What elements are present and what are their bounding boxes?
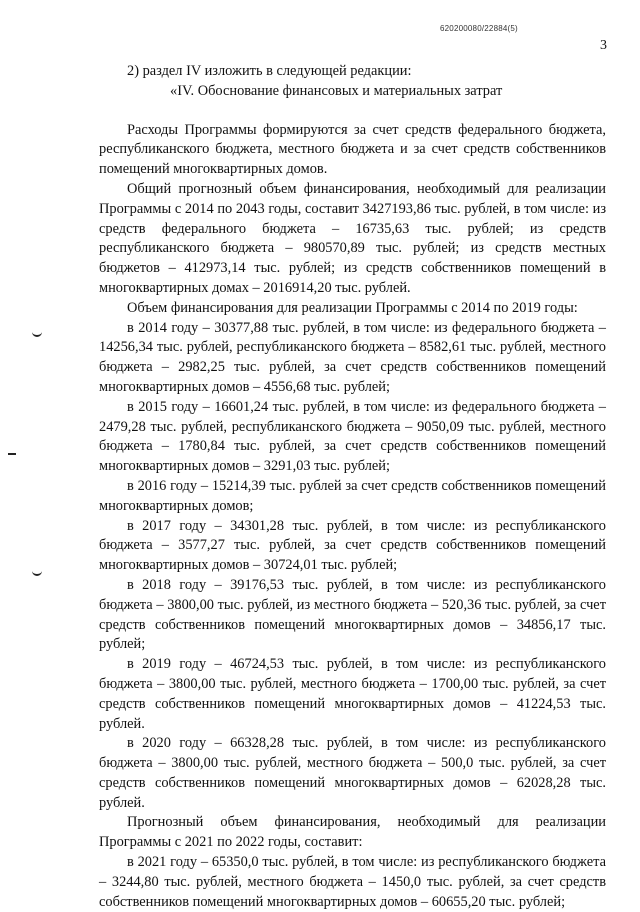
- paragraph: Прогнозный объем финансирования, необходимый для реализации Программы с 2021 по 2022 годы, составит:: [99, 814, 606, 851]
- document-number: 620200080/22884(5): [440, 24, 518, 33]
- paragraph: в 2021 году – 65350,0 тыс. рублей, в том числе: из республиканского бюджета – 3244,80 тыс. рублей, местного бюджета – 1450,0 тыс. рублей, за счет средств собственников помещений многоквартирных домов – 60655,20 тыс. рублей;: [99, 854, 606, 910]
- paragraph: Расходы Программы формируются за счет средств федерального бюджета, республиканского бюджета, местного бюджета и за счет средств собственников помещений многоквартирных домов.: [99, 121, 606, 178]
- paragraph: Общий прогнозный объем финансирования, необходимый для реализации Программы с 2014 по 2043 годы, составит 3427193,86 тыс. рублей, в том числе: из средств федерального бюджета – 16735,63 тыс. рублей; из средств республиканского бюджета – 980570,89 тыс. рублей; из средств местных бюджетов – 412973,14 тыс. рублей; из средств собственников помещений в многоквартирных домах – 2016914,20 тыс. рублей.: [99, 180, 606, 296]
- paragraph: в 2014 году – 30377,88 тыс. рублей, в том числе: из федерального бюджета – 14256,34 тыс. рублей, республиканского бюджета – 8582,61 тыс. рублей, местного бюджета – 2982,25 тыс. рублей, за счет средств собственников помещений многоквартирных домов – 4556,68 тыс. рублей;: [99, 319, 606, 395]
- scan-mark: [8, 447, 16, 455]
- paragraph: в 2019 году – 46724,53 тыс. рублей, в том числе: из республиканского бюджета – 3800,00 тыс. рублей, местного бюджета – 1700,00 тыс. рублей, за счет средств собственников помещений многоквартирных домов – 41224,53 тыс. рублей.: [99, 656, 606, 732]
- paragraph: в 2018 году – 39176,53 тыс. рублей, в том числе: из республиканского бюджета – 3800,00 тыс. рублей, из местного бюджета – 520,36 тыс. рублей, за счет средств собственников помещений многоквартирных домов – 34856,17 тыс. рублей;: [99, 576, 606, 653]
- document-body: [99, 62, 606, 912]
- paragraph: в 2015 году – 16601,24 тыс. рублей, в том числе: из федерального бюджета – 2479,28 тыс. рублей, республиканского бюджета – 9050,09 тыс. рублей, местного бюджета – 1780,84 тыс. рублей, за счет средств собственников помещений многоквартирных домов – 3291,03 тыс. рублей;: [99, 398, 606, 475]
- page-number: 3: [600, 38, 607, 53]
- scan-mark: [32, 568, 42, 576]
- scan-mark: [32, 329, 42, 337]
- section-title: «IV. Обоснование финансовых и материальных затрат: [170, 82, 503, 99]
- intro-line: 2) раздел IV изложить в следующей редакции:: [127, 63, 412, 79]
- paragraph: в 2020 году – 66328,28 тыс. рублей, в том числе: из республиканского бюджета – 3800,00 тыс. рублей, местного бюджета – 500,0 тыс. рублей, за счет средств собственников помещений многоквартирных домов – 62028,28 тыс. рублей.: [99, 735, 606, 811]
- paragraph: в 2016 году – 15214,39 тыс. рублей за счет средств собственников помещений многоквартирных домов;: [99, 477, 606, 514]
- paragraph: Объем финансирования для реализации Программы с 2014 по 2019 годы:: [127, 299, 578, 316]
- paragraph: в 2017 году – 34301,28 тыс. рублей, в том числе: из республиканского бюджета – 3577,27 тыс. рублей, за счет средств собственников помещений многоквартирных домов – 30724,01 тыс. рублей;: [99, 517, 606, 574]
